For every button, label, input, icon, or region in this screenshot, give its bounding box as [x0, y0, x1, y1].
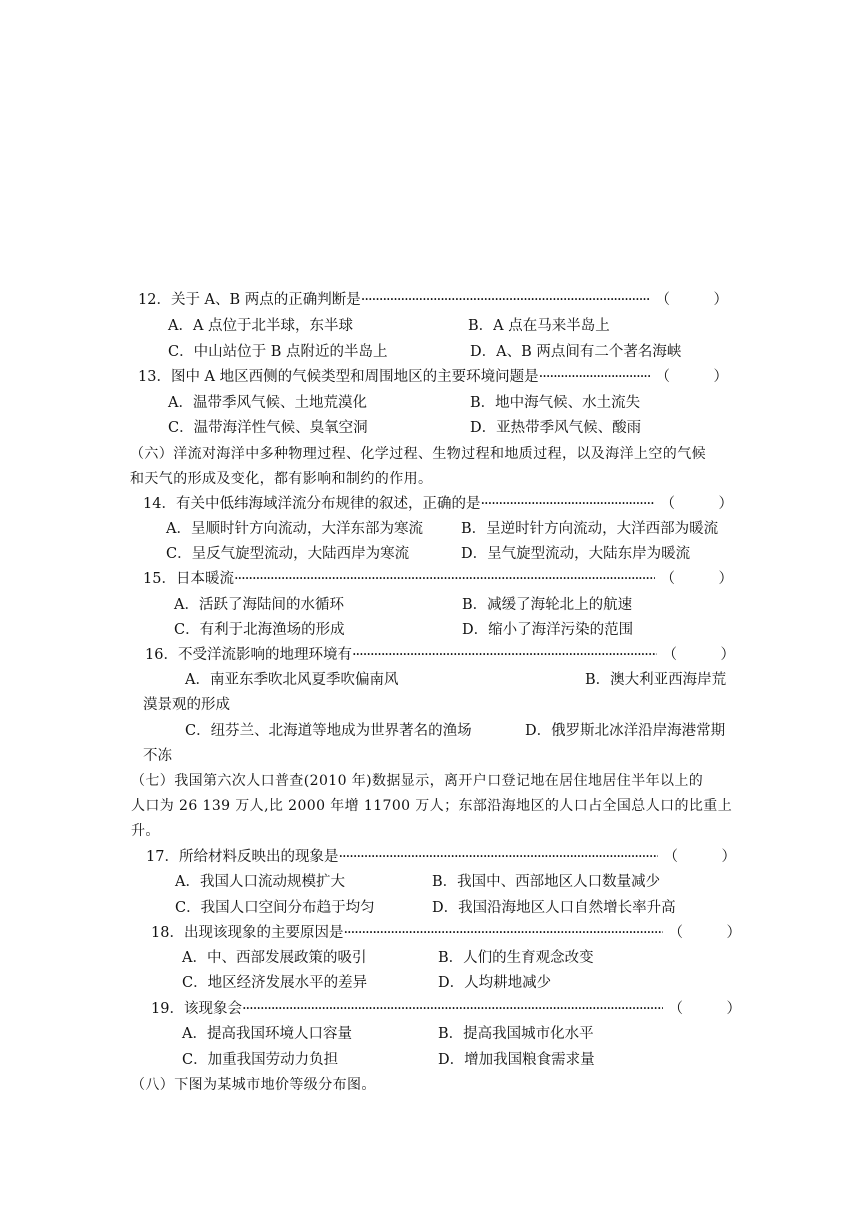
choice-d: D．呈气旋型流动，大陆东岸为暖流: [461, 546, 691, 562]
question-12: [138, 290, 728, 310]
choice-b: B．减缓了海轮北上的航速: [462, 597, 633, 613]
section-6-line-2: 和天气的形成及变化，都有影响和制约的作用。: [130, 471, 433, 487]
choice-c: C．我国人口空间分布趋于均匀: [175, 900, 375, 916]
leader-dots: [480, 494, 654, 514]
question-13: [138, 367, 728, 387]
choice-d-continued: 不冻: [143, 748, 172, 764]
choice-b: B．我国中、西部地区人口数量减少: [432, 874, 661, 890]
question-14: [143, 494, 733, 514]
question-stem: 14．有关中低纬海域洋流分布规律的叙述，正确的是: [143, 496, 481, 512]
choice-d: D．缩小了海洋污染的范围: [462, 622, 634, 638]
section-6-line-1: （六）洋流对海洋中多种物理过程、化学过程、生物过程和地质过程，以及海洋上空的气候: [130, 446, 706, 462]
leader-dots: [234, 569, 655, 589]
choice-c: C．温带海洋性气候、臭氧空洞: [168, 420, 368, 436]
answer-blank: （ ）: [668, 925, 741, 941]
choice-d: D．我国沿海地区人口自然增长率升高: [432, 900, 676, 916]
choice-a: A．我国人口流动规模扩大: [175, 874, 345, 890]
choice-d: D．人均耕地减少: [438, 975, 552, 991]
question-stem: 19．该现象会: [151, 1001, 242, 1017]
question-stem: 17．所给材料反映出的现象是: [146, 849, 339, 865]
choice-a: A．中、西部发展政策的吸引: [182, 950, 367, 966]
choice-a: A．提高我国环境人口容量: [182, 1026, 352, 1042]
choice-c: C．有利于北海渔场的形成: [174, 622, 345, 638]
leader-dots: [343, 923, 662, 943]
question-stem: 16．不受洋流影响的地理环境有: [145, 647, 352, 663]
leader-dots: [361, 290, 650, 310]
answer-blank: （ ）: [660, 496, 733, 512]
section-7-line-2: 人口为 26 139 万人,比 2000 年增 11700 万人；东部沿海地区的人口占全国总人口的比重上: [131, 798, 733, 814]
choice-b: B．呈逆时针方向流动，大洋西部为暖流: [461, 521, 719, 537]
question-19: [151, 999, 741, 1019]
choice-c: C．地区经济发展水平的差异: [182, 975, 368, 991]
question-stem: 13．图中 A 地区西侧的气候类型和周围地区的主要环境问题是: [138, 369, 539, 385]
choice-d: D．增加我国粮食需求量: [438, 1052, 595, 1068]
choice-c: C．呈反气旋型流动，大陆西岸为寒流: [166, 546, 410, 562]
answer-blank: （ ）: [655, 292, 728, 308]
choice-a: A．活跃了海陆间的水循环: [174, 597, 344, 613]
answer-blank: （ ）: [668, 1001, 741, 1017]
choice-a: A．A 点位于北半球，东半球: [168, 318, 354, 334]
question-16: [145, 645, 735, 665]
section-7-line-3: 升。: [131, 823, 160, 839]
question-stem: 15．日本暖流: [143, 571, 234, 587]
leader-dots: [352, 645, 657, 665]
choice-d: D．A、B 两点间有二个著名海峡: [470, 344, 682, 360]
choice-b: B．澳大利亚西海岸荒: [585, 672, 727, 688]
question-stem: 12．关于 A、B 两点的正确判断是: [138, 292, 361, 308]
question-17: [146, 847, 736, 867]
answer-blank: （ ）: [663, 849, 736, 865]
choice-b-continued: 漠景观的形成: [143, 697, 230, 713]
leader-dots: [539, 367, 650, 387]
choice-a: A．呈顺时针方向流动，大洋东部为寒流: [166, 521, 423, 537]
question-stem: 18．出现该现象的主要原因是: [151, 925, 344, 941]
leader-dots: [338, 847, 657, 867]
choice-b: B．地中海气候、水土流失: [470, 395, 641, 411]
choice-b: B．人们的生育观念改变: [438, 950, 594, 966]
choice-a: A．温带季风气候、土地荒漠化: [168, 395, 367, 411]
answer-blank: （ ）: [660, 571, 733, 587]
choice-c: C．纽芬兰、北海道等地成为世界著名的渔场: [185, 723, 472, 739]
leader-dots: [242, 999, 663, 1019]
choice-b: B．提高我国城市化水平: [438, 1026, 594, 1042]
answer-blank: （ ）: [655, 369, 728, 385]
choice-d: D．俄罗斯北冰洋沿岸海港常期: [525, 723, 726, 739]
choice-d: D．亚热带季风气候、酸雨: [470, 420, 642, 436]
section-8-line-1: （八）下图为某城市地价等级分布图。: [131, 1077, 376, 1093]
choice-a: A．南亚东季吹北风夏季吹偏南风: [185, 672, 399, 688]
question-18: [151, 923, 741, 943]
question-15: [143, 569, 733, 589]
choice-b: B．A 点在马来半岛上: [468, 318, 610, 334]
section-7-line-1: （七）我国第六次人口普查(2010 年)数据显示，离开户口登记地在居住地居住半年以上的: [131, 773, 704, 789]
choice-c: C．加重我国劳动力负担: [182, 1052, 339, 1068]
choice-c: C．中山站位于 B 点附近的半岛上: [168, 344, 388, 360]
answer-blank: （ ）: [662, 647, 735, 663]
